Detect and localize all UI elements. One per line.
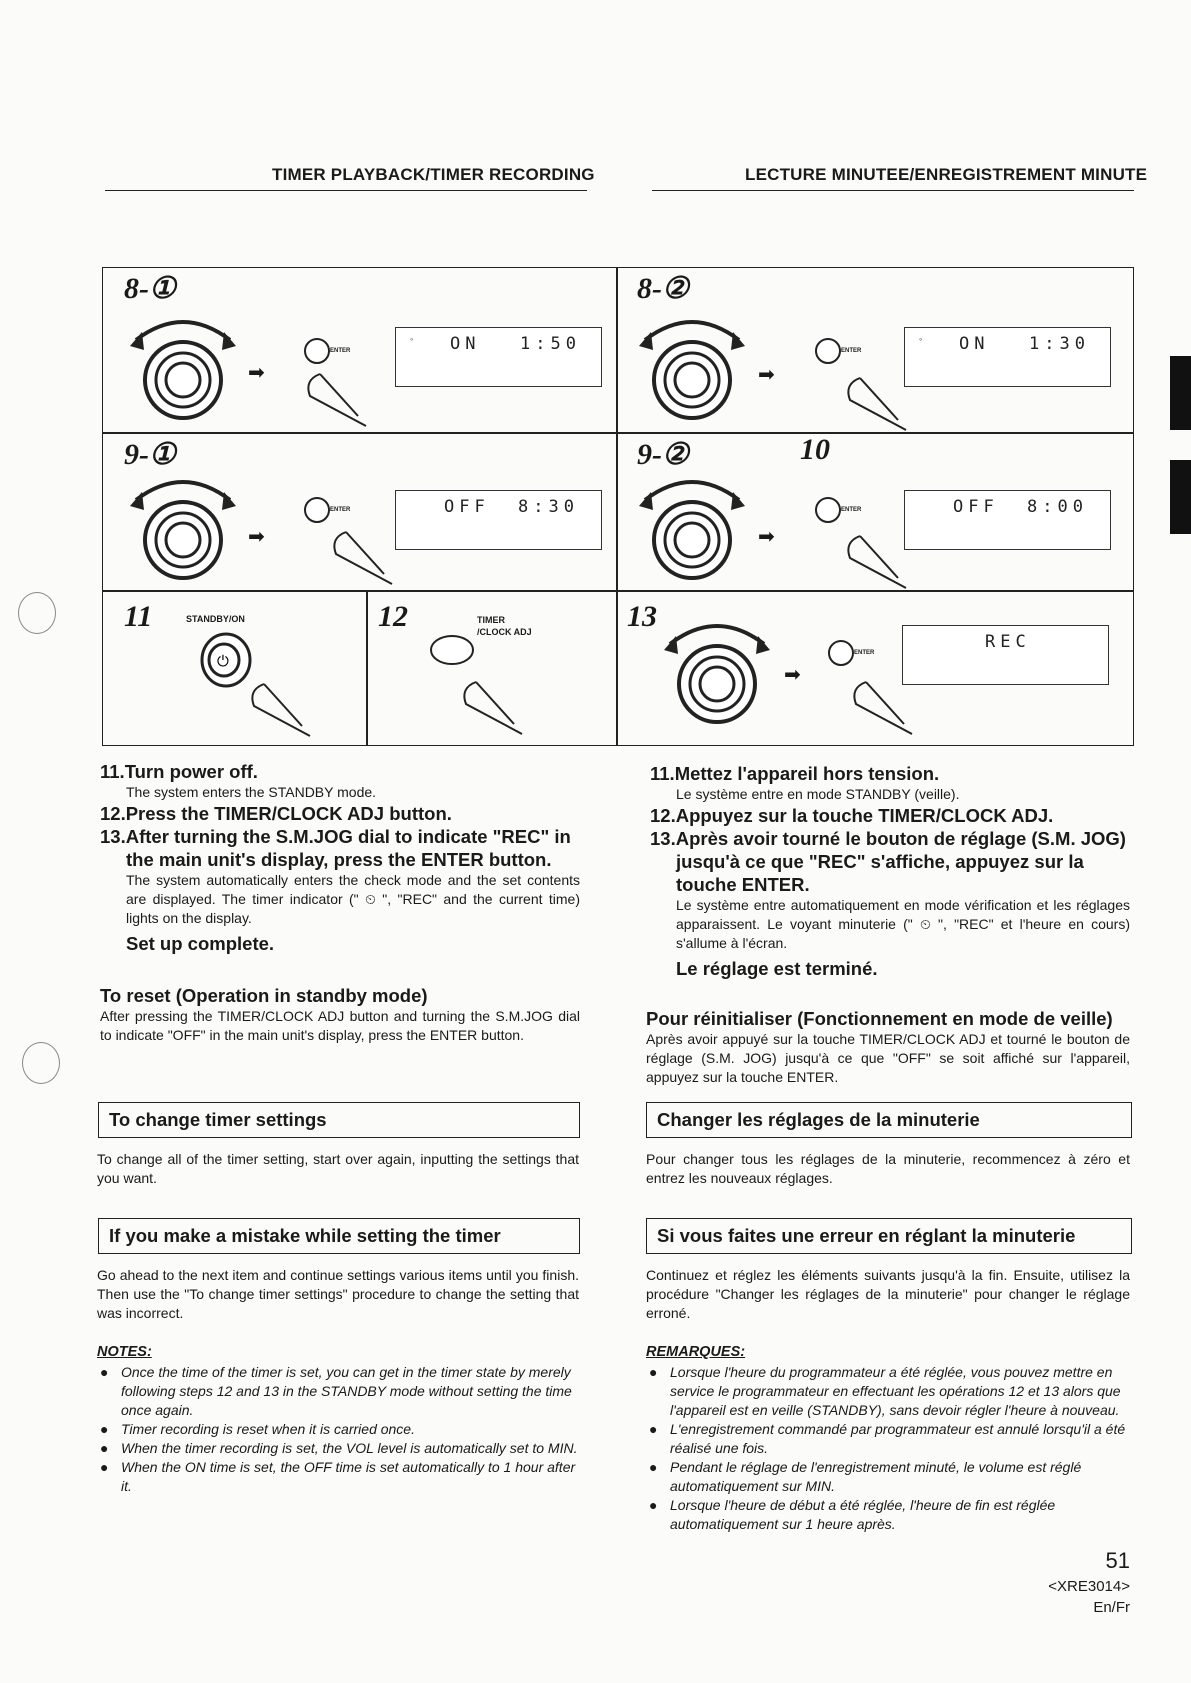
language-tag: En/Fr bbox=[1093, 1599, 1130, 1616]
step-body: The system enters the STANDBY mode. bbox=[126, 784, 377, 800]
mistake-body: Continuez et réglez les éléments suivants jusqu'à la fin. Ensuite, utilisez la procédure "Changer les réglages de la minuterie" pour changer le réglage erroné. bbox=[646, 1267, 1130, 1321]
enter-button[interactable] bbox=[304, 338, 330, 364]
page-number: 51 bbox=[1105, 1548, 1130, 1573]
display-mode: OFF bbox=[953, 497, 999, 517]
step-heading: 13.Après avoir tourné le bouton de réglage (S.M. JOG) jusqu'à ce que "REC" s'affiche, appuyez sur la touche ENTER. bbox=[650, 828, 1126, 895]
reset-heading: Pour réinitialiser (Fonctionnement en mode de veille) bbox=[646, 1008, 1113, 1029]
note-item: ● Lorsque l'heure de début a été réglée, l'heure de fin est réglée automatiquement sur 1 heure après. bbox=[649, 1497, 1056, 1532]
header-right-title: LECTURE MINUTEE/ENREGISTREMENT MINUTE bbox=[745, 165, 1148, 184]
display-time: 1:30 bbox=[1029, 334, 1090, 354]
binder-hole bbox=[22, 1042, 60, 1084]
setup-complete: Le réglage est terminé. bbox=[676, 958, 878, 979]
finger-press-icon bbox=[846, 680, 916, 736]
bullet-icon: ● bbox=[649, 1497, 658, 1513]
mistake-heading: If you make a mistake while setting the timer bbox=[98, 1218, 580, 1254]
enter-label: ENTER bbox=[841, 348, 862, 354]
step-body: Le système entre en mode STANDBY (veille). bbox=[676, 786, 960, 802]
bullet-icon: ● bbox=[649, 1421, 658, 1437]
finger-press-icon bbox=[300, 372, 370, 428]
step-number: 8-① bbox=[124, 272, 176, 305]
step-number: 13 bbox=[627, 600, 657, 633]
french-mistake bbox=[646, 1266, 1130, 1323]
right-arrow-icon: ➡ bbox=[758, 364, 775, 386]
enter-button[interactable] bbox=[815, 338, 841, 364]
timer-dot-icon: ◦ bbox=[410, 334, 414, 344]
clock-adj-label: /CLOCK ADJ bbox=[477, 627, 532, 637]
side-tab-mark bbox=[1170, 356, 1191, 430]
right-arrow-icon: ➡ bbox=[758, 526, 775, 548]
setup-complete: Set up complete. bbox=[126, 933, 275, 954]
header-right-rule bbox=[652, 190, 1134, 191]
doc-code: <XRE3014> bbox=[1048, 1578, 1130, 1595]
svg-text:⏻: ⏻ bbox=[217, 652, 229, 670]
bullet-icon: ● bbox=[100, 1459, 109, 1475]
step-heading: 12.Appuyez sur la touche TIMER/CLOCK ADJ. bbox=[650, 805, 1054, 826]
sm-jog-dial bbox=[637, 312, 747, 422]
figure-divider bbox=[102, 590, 1134, 592]
note-item: ● L'enregistrement commandé par programmateur est annulé lorsqu'il a été réalisé une fois. bbox=[649, 1421, 1126, 1456]
lcd-display bbox=[904, 490, 1111, 550]
step-number: 9-② bbox=[637, 438, 689, 471]
french-reset bbox=[646, 1008, 1130, 1087]
display-mode: ON bbox=[450, 334, 481, 354]
enter-label: ENTER bbox=[841, 507, 862, 513]
timer-dot-icon: ◦ bbox=[919, 334, 923, 344]
display-time: 8:00 bbox=[1027, 497, 1088, 517]
step-body: Le système entre automatiquement en mode vérification et les réglages apparaissent. Le voyant minuterie (" ⏲ ", "REC" et l'heure en cours) s'allume à l'écran. bbox=[676, 897, 1130, 951]
notes-title: NOTES: bbox=[97, 1344, 152, 1360]
reset-body: After pressing the TIMER/CLOCK ADJ button and turning the S.M.JOG dial to indicate "OFF" in the main unit's display, press the ENTER button. bbox=[100, 1008, 580, 1043]
lcd-display bbox=[904, 327, 1111, 387]
right-arrow-icon: ➡ bbox=[784, 664, 801, 686]
lcd-display bbox=[395, 490, 602, 550]
step-number: 11 bbox=[124, 600, 153, 633]
finger-press-icon bbox=[840, 534, 910, 590]
change-settings-heading: To change timer settings bbox=[98, 1102, 580, 1138]
note-item: ● Pendant le réglage de l'enregistrement minuté, le volume est réglé automatiquement sur MIN. bbox=[649, 1459, 1082, 1494]
finger-press-icon bbox=[840, 376, 910, 432]
notes-title: REMARQUES: bbox=[646, 1344, 746, 1360]
finger-press-icon bbox=[326, 530, 396, 586]
step-number: 9-① bbox=[124, 438, 176, 471]
english-mistake bbox=[97, 1266, 579, 1323]
display-time: 1:50 bbox=[520, 334, 581, 354]
english-notes bbox=[97, 1344, 579, 1496]
mistake-heading: Si vous faites une erreur en réglant la minuterie bbox=[646, 1218, 1132, 1254]
lcd-display bbox=[902, 625, 1109, 685]
enter-button[interactable] bbox=[815, 497, 841, 523]
note-item: ● When the timer recording is set, the VOL level is automatically set to MIN. bbox=[100, 1440, 578, 1456]
change-settings-heading: Changer les réglages de la minuterie bbox=[646, 1102, 1132, 1138]
finger-press-icon bbox=[456, 680, 526, 736]
bullet-icon: ● bbox=[100, 1440, 109, 1456]
right-arrow-icon: ➡ bbox=[248, 526, 265, 548]
step-body: The system automatically enters the check mode and the set contents are displayed. The timer indicator (" ⏲ ", "REC" and the current time) lights on the display. bbox=[126, 872, 580, 926]
english-change bbox=[97, 1150, 579, 1188]
reset-heading: To reset (Operation in standby mode) bbox=[100, 985, 428, 1006]
sm-jog-dial bbox=[637, 472, 747, 582]
figure-divider bbox=[366, 590, 368, 746]
mistake-body: Go ahead to the next item and continue settings various items until you finish. Then use the "To change timer settings" procedure to change the setting that was incorrect. bbox=[97, 1267, 579, 1321]
note-item: ● When the ON time is set, the OFF time is set automatically to 1 hour after it. bbox=[100, 1459, 576, 1494]
english-reset bbox=[100, 985, 580, 1045]
step-number: 12 bbox=[378, 600, 408, 633]
bullet-icon: ● bbox=[649, 1459, 658, 1475]
timer-clock-adj-button[interactable] bbox=[428, 628, 480, 668]
bullet-icon: ● bbox=[649, 1364, 658, 1380]
bullet-icon: ● bbox=[100, 1421, 109, 1437]
note-item: ● Timer recording is reset when it is carried once. bbox=[100, 1421, 415, 1437]
note-item: ● Lorsque l'heure du programmateur a été réglée, vous pouvez mettre en service le programmateur en effectuant les opérations 12 et 13 alors que l'appareil est en veille (STANDBY), sans devoir régler l'heure à nouveau. bbox=[649, 1364, 1121, 1418]
figure-divider bbox=[102, 432, 1134, 434]
french-notes bbox=[646, 1344, 1130, 1534]
right-arrow-icon: ➡ bbox=[248, 362, 265, 384]
lcd-display bbox=[395, 327, 602, 387]
display-mode: OFF bbox=[444, 497, 490, 517]
step-heading: 13.After turning the S.M.JOG dial to indicate "REC" in the main unit's display, press the ENTER button. bbox=[100, 826, 571, 870]
reset-body: Après avoir appuyé sur la touche TIMER/CLOCK ADJ et tourné le bouton de réglage (S.M. JOG) jusqu'à ce que "OFF" se soit affiché sur l'appareil, appuyez sur la touche ENTER. bbox=[646, 1031, 1130, 1085]
header-left-title: TIMER PLAYBACK/TIMER RECORDING bbox=[272, 165, 595, 184]
standby-on-label: STANDBY/ON bbox=[186, 614, 245, 624]
step-number-10: 10 bbox=[800, 433, 830, 466]
enter-label: ENTER bbox=[854, 650, 875, 656]
standby-button[interactable] bbox=[198, 630, 258, 690]
enter-button[interactable] bbox=[304, 497, 330, 523]
finger-press-icon bbox=[244, 682, 314, 738]
display-time: 8:30 bbox=[518, 497, 579, 517]
sm-jog-dial bbox=[128, 312, 238, 422]
english-column bbox=[100, 760, 580, 955]
display-mode: ON bbox=[959, 334, 990, 354]
step-heading: 12.Press the TIMER/CLOCK ADJ button. bbox=[100, 803, 452, 824]
change-body: To change all of the timer setting, start over again, inputting the settings that you want. bbox=[97, 1151, 579, 1186]
enter-label: ENTER bbox=[330, 507, 351, 513]
figure-divider bbox=[616, 267, 618, 746]
bullet-icon: ● bbox=[100, 1364, 109, 1380]
french-change bbox=[646, 1150, 1130, 1188]
timer-label: TIMER bbox=[477, 615, 505, 625]
header-left-rule bbox=[105, 190, 587, 191]
sm-jog-dial bbox=[662, 616, 772, 726]
french-column bbox=[650, 762, 1130, 980]
enter-label: ENTER bbox=[330, 348, 351, 354]
step-heading: 11.Turn power off. bbox=[100, 761, 258, 782]
sm-jog-dial bbox=[128, 472, 238, 582]
step-number: 8-② bbox=[637, 272, 689, 305]
binder-hole bbox=[18, 592, 56, 634]
note-item: ● Once the time of the timer is set, you can get in the timer state by merely following steps 12 and 13 in the STANDBY mode without setting the time once again. bbox=[100, 1364, 572, 1418]
enter-button[interactable] bbox=[828, 640, 854, 666]
change-body: Pour changer tous les réglages de la minuterie, recommencez à zéro et entrez les nouveaux réglages. bbox=[646, 1151, 1130, 1186]
step-heading: 11.Mettez l'appareil hors tension. bbox=[650, 763, 940, 784]
display-text: REC bbox=[985, 632, 1031, 652]
side-tab-mark bbox=[1170, 460, 1191, 534]
